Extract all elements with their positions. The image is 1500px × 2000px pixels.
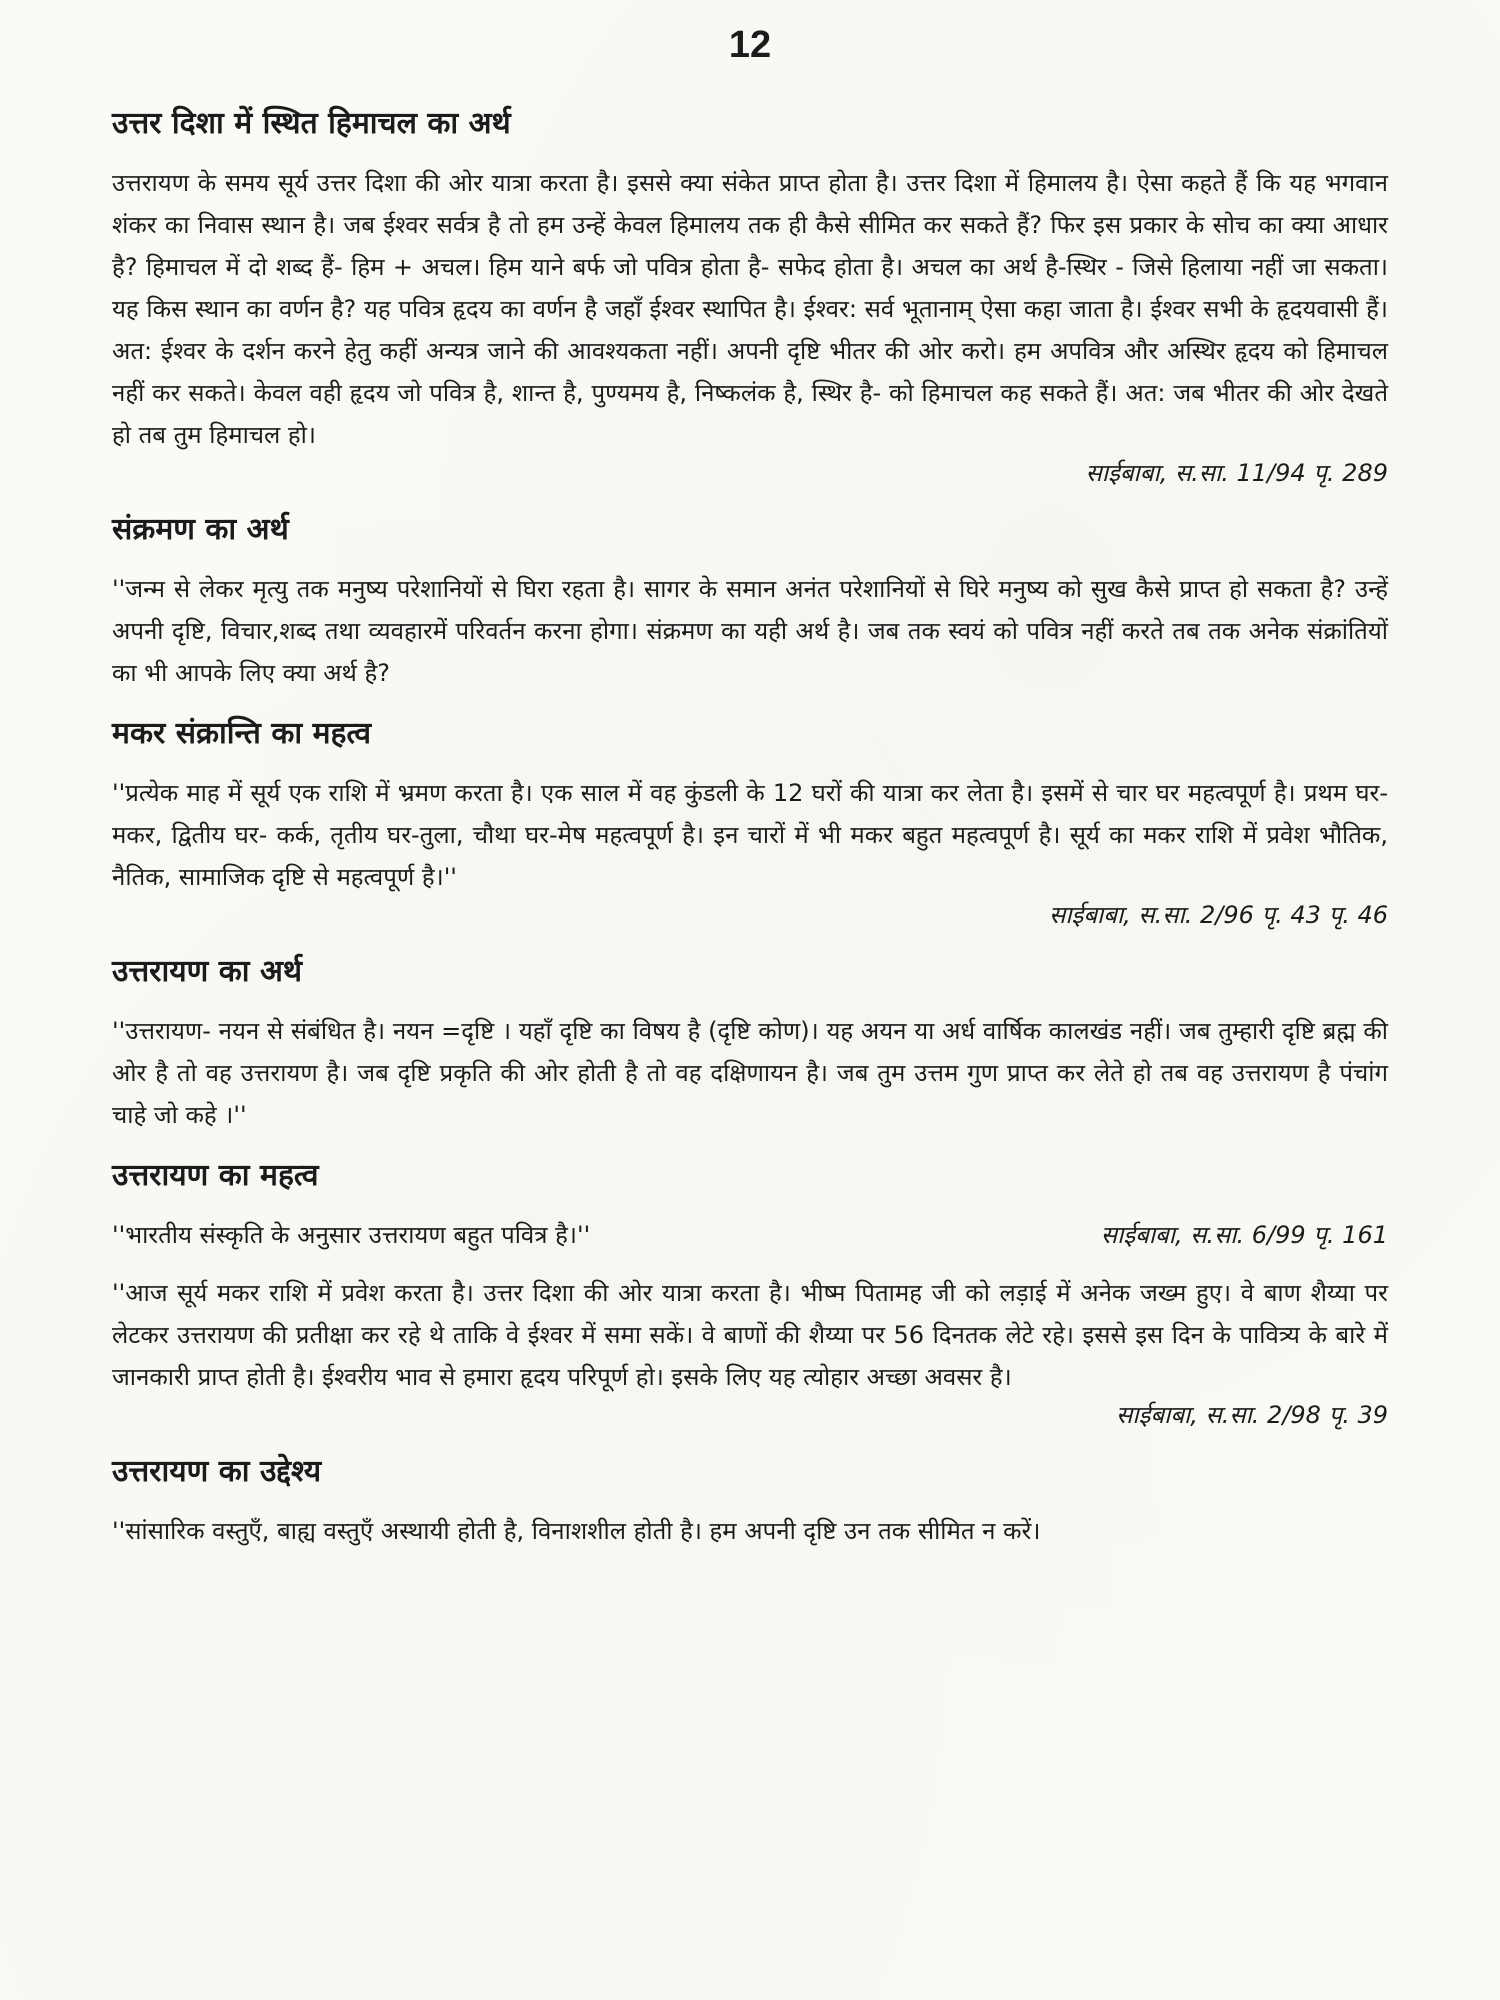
section-sankraman-meaning [112, 510, 1388, 694]
section-paragraph: उत्तरायण के समय सूर्य उत्तर दिशा की ओर यात्रा करता है। इससे क्या संकेत प्राप्त होता है। उत्तर दिशा में हिमालय है। ऐसा कहते हैं कि यह भगवान शंकर का निवास स्थान है। जब ईश्वर सर्वत्र है तो हम उन्हें केवल हिमालय तक ही कैसे सीमित कर सकते हैं? फिर इस प्रकार के सोच का क्या आधार है? हिमाचल में दो शब्द हैं- हिम + अचल। हिम याने बर्फ जो पवित्र होता है- सफेद होता है। अचल का अर्थ है-स्थिर - जिसे हिलाया नहीं जा सकता। यह किस स्थान का वर्णन है? यह पवित्र हृदय का वर्णन है जहाँ ईश्वर स्थापित है। ईश्वर: सर्व भूतानाम् ऐसा कहा जाता है। ईश्वर सभी के हृदयवासी हैं। अत: ईश्वर के दर्शन करने हेतु कहीं अन्यत्र जाने की आवश्यकता नहीं। अपनी दृष्टि भीतर की ओर करो। हम अपवित्र और अस्थिर हृदय को हिमाचल नहीं कर सकते। केवल वही हृदय जो पवित्र है, शान्त है, पुण्यमय है, निष्कलंक है, स्थिर है- को हिमाचल कह सकते हैं। अत: जब भीतर की ओर देखते हो तब तुम हिमाचल हो। [112, 169, 1388, 449]
source-citation: साईबाबा, स.सा. 2/98 पृ. 39 [1116, 1401, 1388, 1429]
quote-text: ''भारतीय संस्कृति के अनुसार उत्तरायण बहुत पवित्र है।'' [112, 1221, 591, 1249]
section-makar-sankranti-importance [112, 714, 1388, 932]
page-number: 12 [728, 24, 772, 66]
section-heading: उत्तरायण का अर्थ [112, 954, 303, 989]
quote-row [112, 1214, 1388, 1256]
section-paragraph: ''आज सूर्य मकर राशि में प्रवेश करता है। उत्तर दिशा की ओर यात्रा करता है। भीष्म पितामह जी को लड़ाई में अनेक जख्म हुए। वे बाण शैय्या पर लेटकर उत्तरायण की प्रतीक्षा कर रहे थे ताकि वे ईश्वर में समा सकें। वे बाणों की शैय्या पर 56 दिनतक लेटे रहे। इससे इस दिन के पावित्र्य के बारे में जानकारी प्राप्त होती है। ईश्वरीय भाव से हमारा हृदय परिपूर्ण हो। इसके लिए यह त्योहार अच्छा अवसर है। [112, 1279, 1388, 1391]
section-paragraph: ''सांसारिक वस्तुएँ, बाह्य वस्तुएँ अस्थायी होती है, विनाशशील होती है। हम अपनी दृष्टि उन तक सीमित न करें। [112, 1517, 1041, 1545]
section-heading: संक्रमण का अर्थ [112, 512, 289, 547]
section-uttarayan-purpose [112, 1452, 1388, 1552]
section-heading: उत्तरायण का उद्देश्य [112, 1454, 322, 1489]
section-heading: उत्तरायण का महत्व [112, 1158, 319, 1193]
section-paragraph: ''जन्म से लेकर मृत्यु तक मनुष्य परेशानियों से घिरा रहता है। सागर के समान अनंत परेशानियों से घिरे मनुष्य को सुख कैसे प्राप्त हो सकता है? उन्हें अपनी दृष्टि, विचार,शब्द तथा व्यवहारमें परिवर्तन करना होगा। संक्रमण का यही अर्थ है। जब तक स्वयं को पवित्र नहीं करते तब तक अनेक संक्रांतियों का भी आपके लिए क्या अर्थ है? [112, 575, 1388, 687]
section-paragraph: ''प्रत्येक माह में सूर्य एक राशि में भ्रमण करता है। एक साल में वह कुंडली के 12 घरों की यात्रा कर लेता है। इसमें से चार घर महत्वपूर्ण है। प्रथम घर- मकर, द्वितीय घर- कर्क, तृतीय घर-तुला, चौथा घर-मेष महत्वपूर्ण है। इन चारों में भी मकर बहुत महत्वपूर्ण है। सूर्य का मकर राशि में प्रवेश भौतिक, नैतिक, सामाजिक दृष्टि से महत्वपूर्ण है।'' [112, 779, 1388, 891]
section-paragraph: ''उत्तरायण- नयन से संबंधित है। नयन =दृष्टि । यहाँ दृष्टि का विषय है (दृष्टि कोण)। यह अयन या अर्ध वार्षिक कालखंड नहीं। जब तुम्हारी दृष्टि ब्रह्म की ओर है तो वह उत्तरायण है। जब दृष्टि प्रकृति की ओर होती है तो वह दक्षिणायन है। जब तुम उत्तम गुण प्राप्त कर लेते हो तब वह उत्तरायण है पंचांग चाहे जो कहे ।'' [112, 1017, 1388, 1129]
section-heading: उत्तर दिशा में स्थित हिमाचल का अर्थ [112, 106, 511, 141]
section-uttarayan-importance [112, 1156, 1388, 1432]
section-himachal-meaning [112, 104, 1388, 490]
quote-citation: साईबाबा, स.सा. 6/99 पृ. 161 [1100, 1221, 1388, 1249]
source-citation: साईबाबा, स.सा. 2/96 पृ. 43 पृ. 46 [1049, 901, 1388, 929]
section-heading: मकर संक्रान्ति का महत्व [112, 716, 372, 751]
section-uttarayan-meaning [112, 952, 1388, 1136]
source-citation: साईबाबा, स.सा. 11/94 पृ. 289 [1085, 459, 1388, 487]
